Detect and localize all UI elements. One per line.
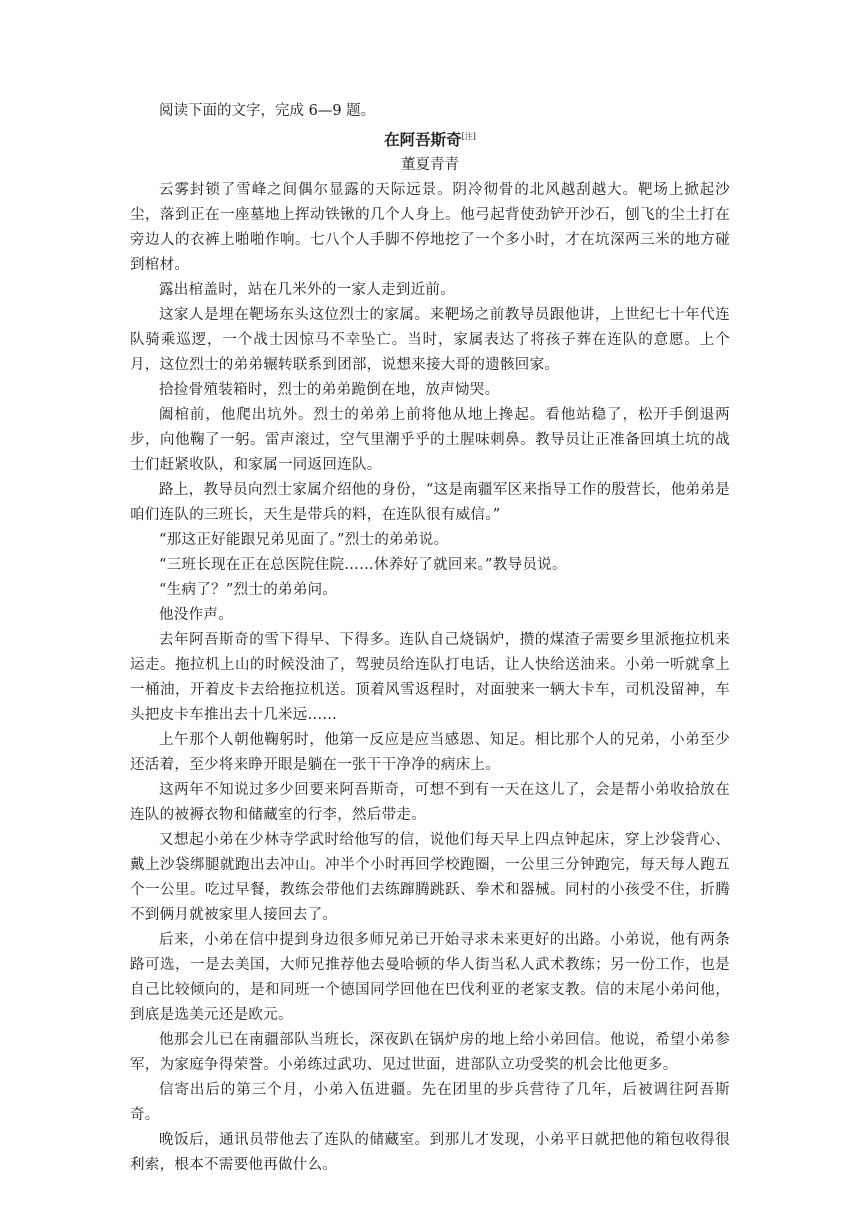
paragraph: 又想起小弟在少林寺学武时给他写的信，说他们每天早上四点钟起床，穿上沙袋背心、戴上沙袋绑腿就跑出去冲山。冲半个小时再回学校跑圈，一公里三分钟跑完，每天每人跑五个一公里。吃过早餐，教练会带他们去练蹿腾跳跃、拳术和器械。同村的小孩受不住，折腾不到俩月就被家里人接回去了。	[130, 832, 730, 923]
paragraph: 后来，小弟在信中提到身边很多师兄弟已开始寻求未来更好的出路。小弟说，他有两条路可选，一是去美国，大师兄推荐他去曼哈顿的华人街当私人武术教练；另一份工作，也是自己比较倾向的，是和同班一个德国同学回他在巴伐利亚的老家支教。信的末尾小弟问他，到底是选美元还是欧元。	[130, 932, 730, 1023]
paragraph: 拾捡骨殖装箱时，烈士的弟弟跪倒在地，放声恸哭。	[159, 382, 500, 398]
paragraph: 晚饭后，通讯员带他去了连队的储藏室。到那儿才发现，小弟平日就把他的箱包收得很利索，根本不需要他再做什么。	[130, 1132, 730, 1173]
paragraph: “那这正好能跟兄弟见面了。”烈士的弟弟说。	[159, 532, 449, 548]
paragraph: 信寄出后的第三个月，小弟入伍进疆。先在团里的步兵营待了几年，后被调往阿吾斯奇。	[130, 1082, 730, 1123]
question-instruction: 阅读下面的文字，完成 6—9 题。	[159, 103, 376, 119]
footnote-marker: [注]	[461, 132, 476, 141]
paragraph: 露出棺盖时，站在几米外的一家人走到近前。	[159, 282, 455, 298]
paragraph: “三班长现在正在总医院住院……休养好了就回来。”教导员说。	[159, 557, 567, 573]
paragraph: 去年阿吾斯奇的雪下得早、下得多。连队自己烧锅炉，攒的煤渣子需要乡里派拖拉机来运走。拖拉机上山的时候没油了，驾驶员给连队打电话，让人快给送油来。小弟一听就拿上一桶油，开着皮卡去给拖拉机送。顶着风雪返程时，对面驶来一辆大卡车，司机没留神，车头把皮卡车推出去十几米远……	[130, 632, 730, 723]
paragraph: 路上，教导员向烈士家属介绍他的身份，“这是南疆军区来指导工作的殷营长，他弟弟是咱们连队的三班长，天生是带兵的料，在连队很有威信。”	[130, 482, 730, 523]
paragraph: 他那会儿已在南疆部队当班长，深夜趴在锅炉房的地上给小弟回信。他说，希望小弟参军，为家庭争得荣誉。小弟练过武功、见过世面，进部队立功受奖的机会比他更多。	[130, 1032, 730, 1073]
paragraph: 他没作声。	[159, 607, 233, 623]
article-author: 董夏青青	[401, 157, 459, 173]
paragraph: 上午那个人朝他鞠躬时，他第一反应是应当感恩、知足。相比那个人的兄弟，小弟至少还活着，至少将来睁开眼是躺在一张干干净净的病床上。	[130, 732, 730, 773]
reading-passage	[130, 99, 730, 1178]
paragraph: 这两年不知说过多少回要来阿吾斯奇，可想不到有一天在这儿了，会是帮小弟收拾放在连队的被褥衣物和储藏室的行李，然后带走。	[130, 782, 730, 823]
article-title	[130, 124, 730, 153]
paragraph: “生病了？”烈士的弟弟问。	[159, 582, 338, 598]
paragraph: 这家人是埋在靶场东头这位烈士的家属。来靶场之前教导员跟他讲，上世纪七十年代连队骑乘巡逻，一个战士因惊马不幸坠亡。当时，家属表达了将孩子葬在连队的意愿。上个月，这位烈士的弟弟辗转联系到团部，说想来接大哥的遗骸回家。	[130, 307, 730, 373]
article-body	[130, 178, 730, 1178]
article-title-text: 在阿吾斯奇	[384, 130, 462, 149]
paragraph: 阖棺前，他爬出坑外。烈士的弟弟上前将他从地上搀起。看他站稳了，松开手倒退两步，向他鞠了一躬。雷声滚过，空气里潮乎乎的土腥味刺鼻。教导员让正准备回填土坑的战士们赶紧收队，和家属一同返回连队。	[130, 407, 730, 473]
paragraph: 云雾封锁了雪峰之间偶尔显露的天际远景。阴冷彻骨的北风越刮越大。靶场上掀起沙尘，落到正在一座墓地上挥动铁锹的几个人身上。他弓起背使劲铲开沙石，刨飞的尘土打在旁边人的衣裤上啪啪作响。七八个人手脚不停地挖了一个多小时，才在坑深两三米的地方碰到棺材。	[130, 182, 730, 273]
